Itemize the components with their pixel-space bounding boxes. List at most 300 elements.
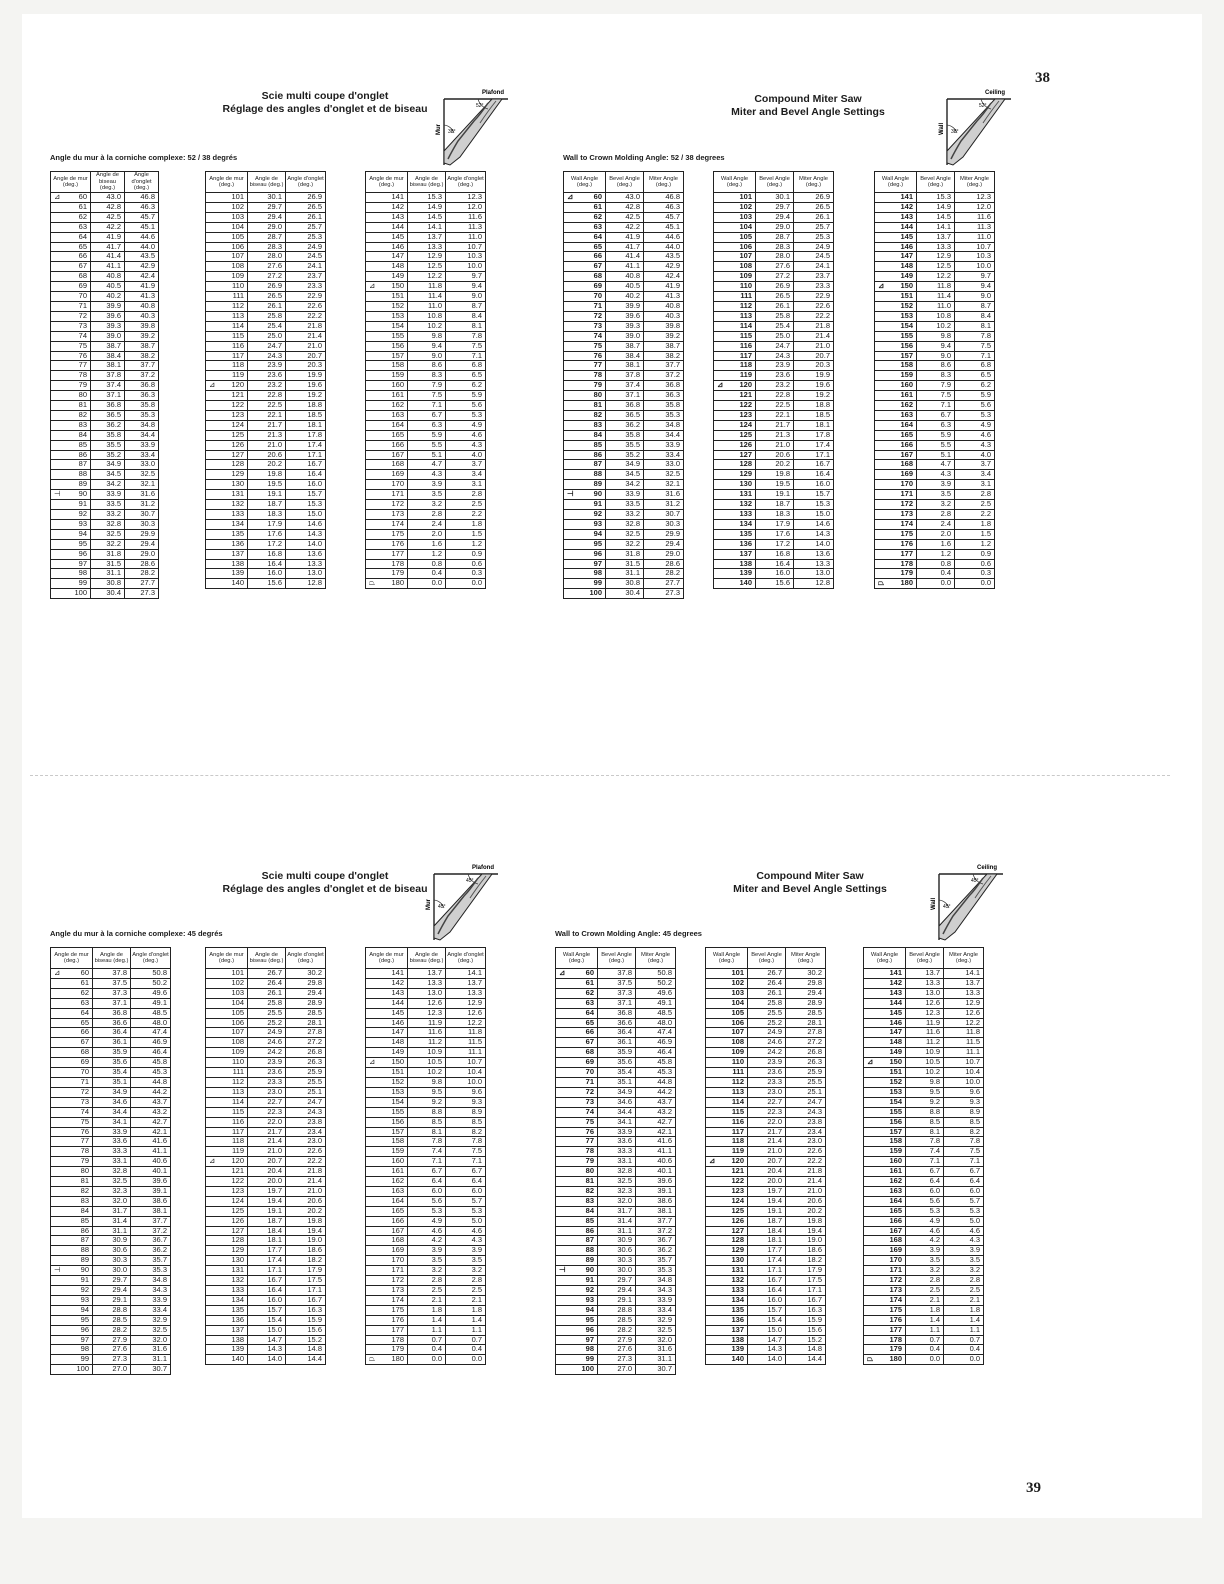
table-cell: 135 bbox=[706, 1305, 748, 1315]
table-cell: 33.9 bbox=[91, 490, 125, 500]
table-cell: 37.3 bbox=[598, 988, 636, 998]
table-cell: 1.4 bbox=[408, 1315, 446, 1325]
table-cell: 157 bbox=[366, 351, 408, 361]
table-row bbox=[864, 1186, 984, 1196]
table-cell: 0.0 bbox=[917, 579, 955, 589]
table-row bbox=[875, 292, 995, 302]
table-row bbox=[564, 361, 684, 371]
table-row bbox=[51, 1196, 171, 1206]
table-cell: 22.2 bbox=[286, 311, 326, 321]
table-cell: 34.8 bbox=[644, 420, 684, 430]
table-cell: 20.6 bbox=[786, 1196, 826, 1206]
table-cell: 35.8 bbox=[125, 401, 159, 411]
table-cell: 0.4 bbox=[408, 1345, 446, 1355]
table-cell: 5.5 bbox=[408, 440, 446, 450]
table-row bbox=[556, 1186, 676, 1196]
table-cell: 41.1 bbox=[131, 1147, 171, 1157]
table-cell: 107 bbox=[706, 1028, 748, 1038]
table-cell: 38.4 bbox=[91, 351, 125, 361]
table-cell: 37.2 bbox=[131, 1226, 171, 1236]
table-cell: 28.2 bbox=[644, 569, 684, 579]
table-cell: 22.6 bbox=[786, 1147, 826, 1157]
table-cell: 9.6 bbox=[944, 1087, 984, 1097]
table-cell bbox=[51, 969, 93, 979]
table-cell: 79 bbox=[51, 1157, 93, 1167]
table-cell: 10.0 bbox=[446, 1077, 486, 1087]
table-cell: 14.9 bbox=[408, 202, 446, 212]
table-cell: 0.8 bbox=[408, 559, 446, 569]
table-cell: 32.5 bbox=[644, 470, 684, 480]
table-cell: 25.5 bbox=[748, 1008, 786, 1018]
table-cell: 68 bbox=[564, 272, 606, 282]
table-row bbox=[714, 331, 834, 341]
table-cell: 33.9 bbox=[125, 440, 159, 450]
table-cell: 2.8 bbox=[408, 1276, 446, 1286]
table-cell: 9.4 bbox=[446, 282, 486, 292]
table-row bbox=[564, 202, 684, 212]
table-cell: 130 bbox=[206, 480, 248, 490]
table-cell: 24.1 bbox=[286, 262, 326, 272]
table-row bbox=[206, 988, 326, 998]
table-cell: 36.7 bbox=[131, 1236, 171, 1246]
angle-symbol-icon: ⊿ bbox=[567, 192, 574, 201]
table-row bbox=[206, 341, 326, 351]
table-cell: 4.0 bbox=[446, 450, 486, 460]
table-row bbox=[556, 1127, 676, 1137]
table-cell: 110 bbox=[206, 1058, 248, 1068]
table-cell: 17.4 bbox=[748, 1256, 786, 1266]
table-row bbox=[556, 1335, 676, 1345]
table-cell: 170 bbox=[864, 1256, 906, 1266]
table-cell: 11.5 bbox=[944, 1038, 984, 1048]
table-row bbox=[714, 341, 834, 351]
table-cell: 168 bbox=[864, 1236, 906, 1246]
table-cell: 37.3 bbox=[93, 988, 131, 998]
angle-table-2 bbox=[713, 171, 834, 589]
table-cell: 39.2 bbox=[125, 331, 159, 341]
table-cell: 42.8 bbox=[606, 202, 644, 212]
table-cell: 15.2 bbox=[286, 1335, 326, 1345]
table-cell: 9.7 bbox=[446, 272, 486, 282]
angle-symbol-icon: ⊿ bbox=[54, 192, 61, 201]
table-cell: 138 bbox=[706, 1335, 748, 1345]
table-cell: 122 bbox=[714, 401, 756, 411]
table-row bbox=[714, 519, 834, 529]
table-row bbox=[564, 193, 684, 203]
table-cell: 46.3 bbox=[644, 202, 684, 212]
table-row bbox=[366, 301, 486, 311]
table-row bbox=[51, 371, 159, 381]
table-cell: 176 bbox=[366, 539, 408, 549]
table-row bbox=[556, 1345, 676, 1355]
table-cell bbox=[714, 381, 756, 391]
cell-value: 60 bbox=[78, 192, 87, 201]
table-cell: 134 bbox=[706, 1295, 748, 1305]
table-cell: 29.4 bbox=[93, 1286, 131, 1296]
table-row bbox=[864, 1038, 984, 1048]
panel-en45 bbox=[555, 850, 1224, 1450]
table-cell: 39.8 bbox=[125, 321, 159, 331]
table-cell: 1.6 bbox=[917, 539, 955, 549]
table-cell: 155 bbox=[366, 1107, 408, 1117]
table-cell: 17.4 bbox=[794, 440, 834, 450]
table-cell: 97 bbox=[556, 1335, 598, 1345]
table-cell: 80 bbox=[51, 391, 91, 401]
table-cell: 101 bbox=[206, 193, 248, 203]
table-cell: 31.2 bbox=[125, 500, 159, 510]
table-cell: 23.4 bbox=[286, 1127, 326, 1137]
table-row bbox=[206, 361, 326, 371]
table-row bbox=[51, 500, 159, 510]
table-cell: 65 bbox=[51, 242, 91, 252]
table-row bbox=[366, 1295, 486, 1305]
table-cell: 129 bbox=[206, 1246, 248, 1256]
cell-value: 60 bbox=[80, 968, 89, 977]
table-cell: 167 bbox=[366, 450, 408, 460]
table-row bbox=[875, 510, 995, 520]
table-row bbox=[51, 242, 159, 252]
table-cell: 1.8 bbox=[408, 1305, 446, 1315]
table-cell: 124 bbox=[206, 1196, 248, 1206]
table-cell: 29.4 bbox=[598, 1286, 636, 1296]
table-row bbox=[714, 371, 834, 381]
table-cell: 22.3 bbox=[748, 1107, 786, 1117]
table-cell: 13.3 bbox=[408, 242, 446, 252]
table-cell: 22.9 bbox=[794, 292, 834, 302]
table-cell: 19.9 bbox=[794, 371, 834, 381]
table-row bbox=[206, 1216, 326, 1226]
table-cell: 36.8 bbox=[598, 1008, 636, 1018]
table-cell: 32.8 bbox=[91, 519, 125, 529]
table-cell: 175 bbox=[875, 529, 917, 539]
table-cell: 19.8 bbox=[248, 470, 286, 480]
table-cell: 8.5 bbox=[906, 1117, 944, 1127]
table-cell: 157 bbox=[864, 1127, 906, 1137]
table-cell: 26.3 bbox=[286, 1058, 326, 1068]
table-row bbox=[366, 361, 486, 371]
table-cell: 37.4 bbox=[606, 381, 644, 391]
table-cell: 85 bbox=[556, 1216, 598, 1226]
table-cell: 179 bbox=[875, 569, 917, 579]
table-cell: 11.5 bbox=[446, 1038, 486, 1048]
table-cell: 118 bbox=[206, 361, 248, 371]
table-cell: 100 bbox=[556, 1365, 598, 1375]
table-cell: 36.8 bbox=[644, 381, 684, 391]
table-cell: 6.7 bbox=[408, 1167, 446, 1177]
table-cell: 13.3 bbox=[408, 978, 446, 988]
table-cell: 98 bbox=[556, 1345, 598, 1355]
table-row bbox=[206, 519, 326, 529]
table-cell: 119 bbox=[206, 371, 248, 381]
table-cell: 95 bbox=[556, 1315, 598, 1325]
table-row bbox=[206, 998, 326, 1008]
table-cell: 158 bbox=[864, 1137, 906, 1147]
table-row bbox=[51, 341, 159, 351]
table-row bbox=[366, 1266, 486, 1276]
table-cell: 71 bbox=[556, 1077, 598, 1087]
table-cell: 113 bbox=[206, 311, 248, 321]
table-row bbox=[206, 371, 326, 381]
table-row bbox=[51, 1087, 171, 1097]
table-cell: 14.6 bbox=[286, 519, 326, 529]
table-cell: 136 bbox=[206, 539, 248, 549]
table-row bbox=[564, 589, 684, 599]
table-header-row bbox=[556, 948, 676, 969]
table-cell: 29.7 bbox=[756, 202, 794, 212]
table-cell: 112 bbox=[714, 301, 756, 311]
table-row bbox=[706, 1087, 826, 1097]
table-cell: 49.1 bbox=[131, 998, 171, 1008]
table-cell: 33.9 bbox=[131, 1295, 171, 1305]
table-cell: 7.5 bbox=[408, 391, 446, 401]
table-cell: 18.1 bbox=[748, 1236, 786, 1246]
table-cell: 63 bbox=[51, 222, 91, 232]
table-cell: 20.7 bbox=[794, 351, 834, 361]
table-cell: 32.9 bbox=[131, 1315, 171, 1325]
table-cell: 123 bbox=[714, 410, 756, 420]
table-row bbox=[206, 410, 326, 420]
table-cell: 1.2 bbox=[446, 539, 486, 549]
table-cell: 83 bbox=[51, 420, 91, 430]
table-cell: 37.8 bbox=[606, 371, 644, 381]
table-cell: 5.6 bbox=[446, 401, 486, 411]
table-cell: 104 bbox=[706, 998, 748, 1008]
table-cell: 14.1 bbox=[944, 969, 984, 979]
table-row bbox=[706, 1315, 826, 1325]
table-row bbox=[206, 569, 326, 579]
table-row bbox=[366, 1177, 486, 1187]
table-cell: 111 bbox=[714, 292, 756, 302]
table-row bbox=[864, 1335, 984, 1345]
table-cell: 34.5 bbox=[606, 470, 644, 480]
table-cell: 6.3 bbox=[917, 420, 955, 430]
table-row bbox=[714, 579, 834, 589]
diagram-angle-bottom: 45° bbox=[943, 904, 951, 910]
table-row bbox=[366, 440, 486, 450]
table-cell: 9.6 bbox=[446, 1087, 486, 1097]
table-cell: 12.3 bbox=[955, 193, 995, 203]
column-header: Miter Angle (deg.) bbox=[636, 948, 676, 969]
table-cell: 126 bbox=[714, 440, 756, 450]
table-cell: 29.4 bbox=[286, 988, 326, 998]
table-cell: 175 bbox=[366, 1305, 408, 1315]
table-cell: 99 bbox=[564, 579, 606, 589]
table-cell: 39.6 bbox=[131, 1177, 171, 1187]
table-cell: 21.3 bbox=[248, 430, 286, 440]
table-cell: 33.2 bbox=[606, 510, 644, 520]
table-cell: 33.6 bbox=[598, 1137, 636, 1147]
table-cell: 31.2 bbox=[644, 500, 684, 510]
table-cell: 26.4 bbox=[248, 978, 286, 988]
table-row bbox=[706, 1236, 826, 1246]
table-cell: 20.0 bbox=[248, 1177, 286, 1187]
table-cell: 8.6 bbox=[917, 361, 955, 371]
table-cell: 33.9 bbox=[644, 440, 684, 450]
table-cell: 36.5 bbox=[606, 410, 644, 420]
table-row bbox=[864, 1196, 984, 1206]
table-row bbox=[206, 1305, 326, 1315]
table-cell: 3.5 bbox=[408, 1256, 446, 1266]
table-cell: 27.0 bbox=[598, 1365, 636, 1375]
table-cell: 26.3 bbox=[786, 1058, 826, 1068]
table-cell: 28.8 bbox=[598, 1305, 636, 1315]
table-cell: 32.1 bbox=[125, 480, 159, 490]
table-cell: 96 bbox=[564, 549, 606, 559]
table-cell: 145 bbox=[366, 1008, 408, 1018]
table-cell: 1.6 bbox=[408, 539, 446, 549]
table-cell: 161 bbox=[366, 391, 408, 401]
table-row bbox=[864, 1028, 984, 1038]
angle-table-3 bbox=[863, 947, 984, 1365]
table-cell: 29.1 bbox=[93, 1295, 131, 1305]
table-cell: 16.8 bbox=[756, 549, 794, 559]
table-cell: 18.7 bbox=[248, 500, 286, 510]
table-cell: 30.4 bbox=[91, 589, 125, 599]
table-cell: 33.4 bbox=[125, 450, 159, 460]
table-cell: 164 bbox=[366, 420, 408, 430]
table-row bbox=[51, 1137, 171, 1147]
table-cell bbox=[875, 579, 917, 589]
table-row bbox=[51, 1157, 171, 1167]
table-cell: 12.6 bbox=[408, 998, 446, 1008]
table-cell: 15.2 bbox=[786, 1335, 826, 1345]
table-cell: 109 bbox=[206, 1048, 248, 1058]
table-row bbox=[366, 978, 486, 988]
table-cell: 3.4 bbox=[955, 470, 995, 480]
table-cell: 82 bbox=[51, 410, 91, 420]
table-row bbox=[875, 420, 995, 430]
table-row bbox=[864, 1117, 984, 1127]
column-header: Bevel Angle (deg.) bbox=[906, 948, 944, 969]
column-header: Bevel Angle (deg.) bbox=[748, 948, 786, 969]
table-cell: 22.8 bbox=[248, 391, 286, 401]
table-cell: 7.4 bbox=[408, 1147, 446, 1157]
table-row bbox=[366, 1276, 486, 1286]
table-row bbox=[556, 1216, 676, 1226]
table-cell: 11.9 bbox=[408, 1018, 446, 1028]
table-row bbox=[714, 549, 834, 559]
table-row bbox=[875, 450, 995, 460]
table-cell: 42.9 bbox=[644, 262, 684, 272]
table-cell: 124 bbox=[206, 420, 248, 430]
table-row bbox=[714, 401, 834, 411]
table-cell: 21.7 bbox=[248, 420, 286, 430]
table-row bbox=[875, 460, 995, 470]
table-cell: 42.5 bbox=[91, 212, 125, 222]
table-cell: 19.2 bbox=[286, 391, 326, 401]
table-cell: 80 bbox=[564, 391, 606, 401]
table-cell: 34.9 bbox=[598, 1087, 636, 1097]
table-row bbox=[714, 202, 834, 212]
table-cell: 15.0 bbox=[748, 1325, 786, 1335]
table-cell: 137 bbox=[206, 549, 248, 559]
table-cell: 14.5 bbox=[917, 212, 955, 222]
table-cell: 132 bbox=[206, 500, 248, 510]
table-row bbox=[556, 1206, 676, 1216]
table-cell: 16.0 bbox=[248, 569, 286, 579]
table-cell: 44.0 bbox=[644, 242, 684, 252]
table-row bbox=[556, 1147, 676, 1157]
table-cell: 93 bbox=[564, 519, 606, 529]
table-cell: 19.1 bbox=[756, 490, 794, 500]
table-cell: 18.5 bbox=[286, 410, 326, 420]
column-header: Wall Angle (deg.) bbox=[864, 948, 906, 969]
table-cell: 42.7 bbox=[636, 1117, 676, 1127]
table-cell: 84 bbox=[556, 1206, 598, 1216]
table-cell: 34.8 bbox=[131, 1276, 171, 1286]
table-cell: 151 bbox=[875, 292, 917, 302]
table-cell: 147 bbox=[875, 252, 917, 262]
table-row bbox=[556, 1087, 676, 1097]
table-cell: 27.7 bbox=[125, 579, 159, 589]
table-cell: 20.3 bbox=[286, 361, 326, 371]
table-cell: 4.7 bbox=[408, 460, 446, 470]
table-cell: 28.9 bbox=[286, 998, 326, 1008]
table-cell: 40.8 bbox=[606, 272, 644, 282]
table-cell: 22.5 bbox=[756, 401, 794, 411]
table-cell: 13.3 bbox=[286, 559, 326, 569]
table-cell: 25.3 bbox=[794, 232, 834, 242]
table-cell: 75 bbox=[51, 1117, 93, 1127]
table-cell: 2.8 bbox=[906, 1276, 944, 1286]
table-cell: 33.0 bbox=[644, 460, 684, 470]
table-cell: 1.8 bbox=[906, 1305, 944, 1315]
table-cell: 6.7 bbox=[446, 1167, 486, 1177]
table-cell: 85 bbox=[51, 440, 91, 450]
table-cell: 3.9 bbox=[917, 480, 955, 490]
table-cell: 89 bbox=[564, 480, 606, 490]
table-cell: 9.7 bbox=[955, 272, 995, 282]
table-row bbox=[366, 1315, 486, 1325]
table-cell: 103 bbox=[206, 212, 248, 222]
table-cell: 5.3 bbox=[955, 410, 995, 420]
table-cell: 38.7 bbox=[125, 341, 159, 351]
table-cell: 43.7 bbox=[636, 1097, 676, 1107]
table-row bbox=[206, 1256, 326, 1266]
table-cell: 71 bbox=[564, 301, 606, 311]
table-cell: 8.2 bbox=[446, 1127, 486, 1137]
table-cell: 68 bbox=[556, 1048, 598, 1058]
table-cell: 12.6 bbox=[446, 1008, 486, 1018]
table-row bbox=[556, 1117, 676, 1127]
table-cell: 43.2 bbox=[131, 1107, 171, 1117]
table-row bbox=[875, 321, 995, 331]
angle-table-1 bbox=[50, 171, 159, 599]
angle-symbol-icon: ⊿ bbox=[717, 380, 724, 390]
table-cell: 44.8 bbox=[636, 1077, 676, 1087]
table-row bbox=[206, 539, 326, 549]
table-row bbox=[714, 460, 834, 470]
table-cell: 33.9 bbox=[606, 490, 644, 500]
table-cell: 30.4 bbox=[606, 589, 644, 599]
table-cell: 62 bbox=[51, 212, 91, 222]
table-cell: 8.5 bbox=[944, 1117, 984, 1127]
table-cell: 31.1 bbox=[91, 569, 125, 579]
table-row bbox=[366, 539, 486, 549]
table-cell: 34.8 bbox=[125, 420, 159, 430]
table-cell: 61 bbox=[564, 202, 606, 212]
table-cell: 41.9 bbox=[644, 282, 684, 292]
table-row bbox=[366, 519, 486, 529]
table-cell: 40.3 bbox=[125, 311, 159, 321]
table-cell: 34.9 bbox=[606, 460, 644, 470]
table-cell: 107 bbox=[206, 252, 248, 262]
table-cell: 69 bbox=[564, 282, 606, 292]
table-cell: 10.9 bbox=[906, 1048, 944, 1058]
table-cell: 29.8 bbox=[286, 978, 326, 988]
table-cell: 8.6 bbox=[408, 361, 446, 371]
table-row bbox=[706, 1028, 826, 1038]
